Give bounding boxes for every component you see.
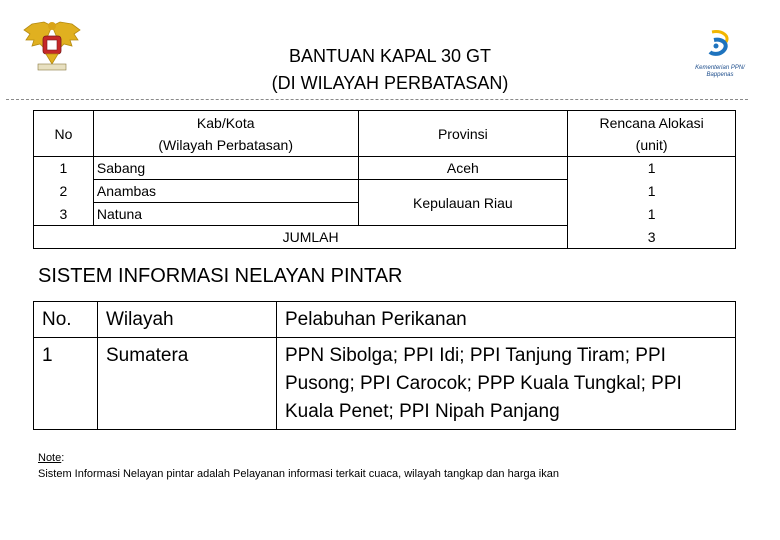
- ports-table: [33, 301, 736, 430]
- row-wilayah: Sumatera: [98, 338, 277, 430]
- note-label: Note: [38, 452, 62, 464]
- row-kab: Anambas: [93, 180, 358, 203]
- row-no: 1: [34, 338, 98, 430]
- header-wilayah: Wilayah: [98, 302, 277, 338]
- row-no: 1: [34, 157, 94, 180]
- row-alokasi: 1: [568, 203, 736, 226]
- row-provinsi-kepri: Kepulauan Riau: [358, 180, 568, 226]
- table-row: [34, 157, 736, 180]
- header-kab: [93, 111, 358, 157]
- header-kab-line2: (Wilayah Perbatasan): [158, 136, 294, 153]
- table-row: [34, 180, 736, 203]
- note-block: [38, 450, 559, 482]
- page-title-line2: (DI WILAYAH PERBATASAN): [271, 73, 509, 93]
- row-kab: Natuna: [93, 203, 358, 226]
- page-title-line1: BANTUAN KAPAL 30 GT: [288, 46, 492, 66]
- total-row: [34, 226, 736, 249]
- row-pelabuhan: PPN Sibolga; PPI Idi; PPI Tanjung Tiram; PPI Pusong; PPI Carocok; PPP Kuala Tungkal; PPI Kuala Penet; PPI Nipah Panjang: [277, 338, 736, 430]
- table-row: [34, 338, 736, 430]
- header-provinsi: Provinsi: [358, 111, 568, 157]
- row-kab: Sabang: [93, 157, 358, 180]
- header-alokasi: [568, 111, 736, 157]
- header-kab-line1: Kab/Kota: [196, 114, 255, 131]
- row-alokasi: 1: [568, 157, 736, 180]
- total-label: JUMLAH: [34, 226, 568, 249]
- row-provinsi-aceh: Aceh: [358, 157, 568, 180]
- header-alokasi-line2: (unit): [635, 136, 668, 153]
- header-divider: [6, 99, 748, 100]
- header-no: No: [34, 111, 94, 157]
- header-no: No.: [34, 302, 98, 338]
- logo-text-line1: Kementerian PPN/: [695, 65, 745, 71]
- allocation-table: [33, 110, 736, 249]
- row-no: 2: [34, 180, 94, 203]
- header-pelabuhan: Pelabuhan Perikanan: [277, 302, 736, 338]
- total-value: 3: [568, 226, 736, 249]
- header-alokasi-line1: Rencana Alokasi: [599, 114, 704, 131]
- note-text: Sistem Informasi Nelayan pintar adalah Pelayanan informasi terkait cuaca, wilayah tangkap dan harga ikan: [38, 468, 559, 480]
- logo-text-line2: Bappenas: [706, 72, 734, 78]
- section-title: SISTEM INFORMASI NELAYAN PINTAR: [38, 265, 403, 287]
- row-alokasi: 1: [568, 180, 736, 203]
- note-colon: :: [61, 452, 65, 464]
- row-no: 3: [34, 203, 94, 226]
